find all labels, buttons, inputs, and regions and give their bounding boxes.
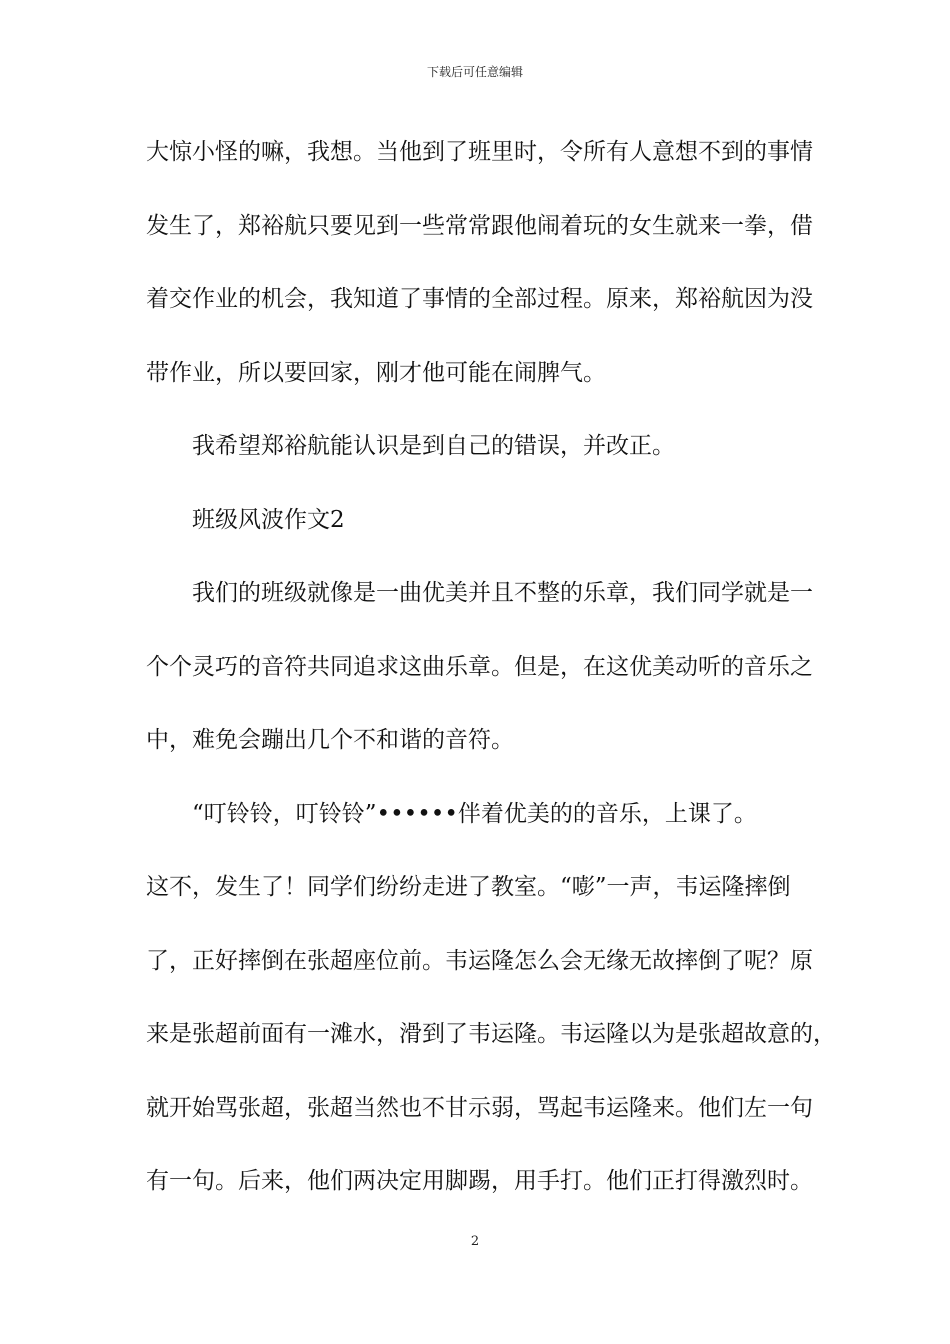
text-line: 这不，发生了！同学们纷纷走进了教室。“嘭”一声，韦运隆摔倒 bbox=[146, 874, 791, 900]
document-body bbox=[146, 122, 836, 1225]
text-line: 发生了，郑裕航只要见到一些常常跟他闹着玩的女生就来一拳，借 bbox=[146, 212, 813, 239]
text-line: 就开始骂张超，张超当然也不甘示弱，骂起韦运隆来。他们左一句 bbox=[146, 1094, 813, 1121]
page-number: 2 bbox=[470, 1234, 480, 1249]
text-line: 带作业，所以要回家，刚才他可能在闹脾气。 bbox=[146, 359, 606, 386]
text-line: 个个灵巧的音符共同追求这曲乐章。但是，在这优美动听的音乐之 bbox=[146, 653, 813, 680]
text-line: 了，正好摔倒在张超座位前。韦运隆怎么会无缘无故摔倒了呢？原 bbox=[146, 947, 813, 974]
text-line: “叮铃铃，叮铃铃”••••••伴着优美的的音乐，上课了。 bbox=[192, 800, 757, 827]
text-line: 来是张超前面有一滩水，滑到了韦运隆。韦运隆以为是张超故意的， bbox=[146, 1021, 836, 1047]
page-header: 下载后可任意编辑 bbox=[426, 65, 523, 79]
text-line: 有一句。后来，他们两决定用脚踢，用手打。他们正打得激烈时。 bbox=[146, 1168, 813, 1194]
text-line: 我们的班级就像是一曲优美并且不整的乐章，我们同学就是一 bbox=[192, 580, 813, 606]
text-line: 大惊小怪的嘛，我想。当他到了班里时，令所有人意想不到的事情 bbox=[146, 139, 813, 165]
text-line: 着交作业的机会，我知道了事情的全部过程。原来，郑裕航因为没 bbox=[146, 286, 813, 312]
text-line: 我希望郑裕航能认识是到自己的错误，并改正。 bbox=[192, 433, 675, 459]
section-heading: 班级风波作文2 bbox=[192, 506, 345, 533]
text-line: 中，难免会蹦出几个不和谐的音符。 bbox=[146, 727, 514, 753]
